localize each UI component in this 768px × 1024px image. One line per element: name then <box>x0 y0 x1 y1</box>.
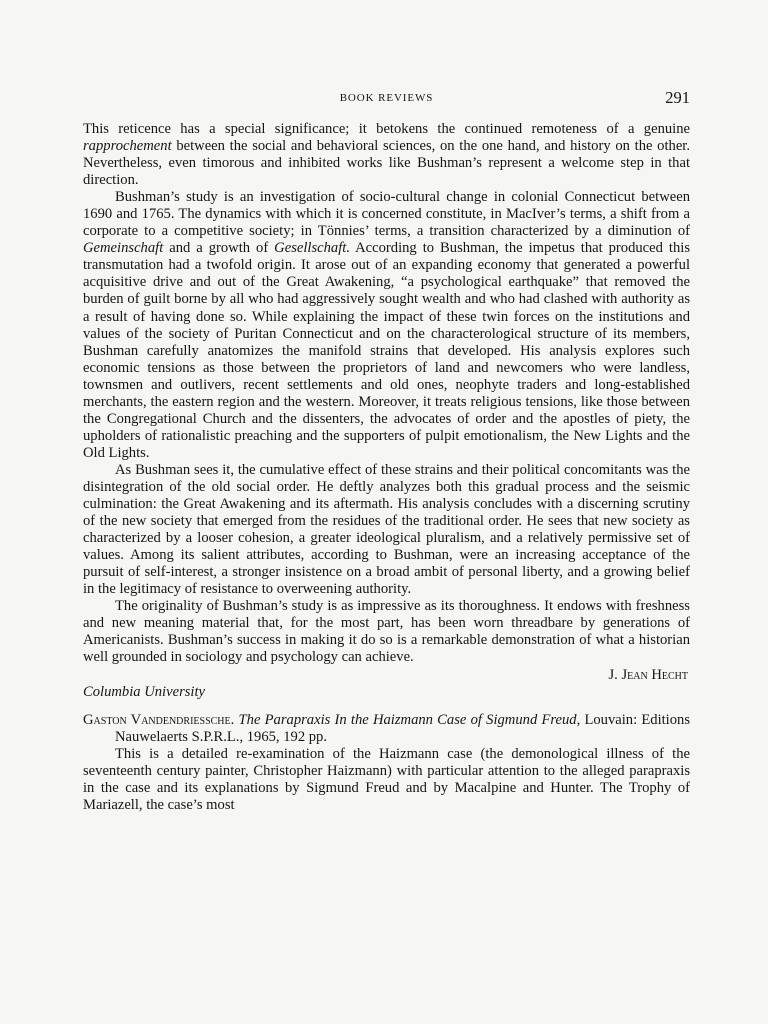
review2-publication: Louvain: Editions Nauwelaerts S.P.R.L., 1965, 192 pp. <box>115 711 691 745</box>
review1-paragraph-1 <box>83 121 690 189</box>
review2-author: Gaston Vandendriessche. <box>83 711 235 728</box>
italic-term: Gesellschaft. <box>274 240 350 257</box>
reviewer-signature-row <box>83 667 690 684</box>
review1-paragraph-4: The originality of Bushman’s study is as impressive as its thoroughness. It endows with freshness and new meaning material that, for the most part, has been worn threadbare by generations of Americanists. Bushman’s success in making it do so is a remarkable demonstration of what a historian well grounded in sociology and psychology can achieve. <box>83 598 690 666</box>
review2-heading <box>83 712 690 746</box>
running-head <box>83 88 690 110</box>
italic-term: Gemeinschaft <box>83 240 164 257</box>
body-text <box>83 121 690 814</box>
review1-paragraph-3: As Bushman sees it, the cumulative effect of these strains and their political concomitants was the disintegration of the old social order. He deftly analyzes both this gradual process and the seismic culmination: the Great Awakening and its aftermath. His analysis concludes with a discerning scrutiny of the new society that emerged from the residues of the traditional order. He sees that new society as characterized by a looser cohesion, a greater ideological pluralism, and a relatively permissive set of values. Among its salient attributes, according to Bushman, were an increasing acceptance of the pursuit of self-interest, a stronger insistence on a broad ambit of personal liberty, and a growing belief in the legitimacy of resistance to overweening authority. <box>83 461 690 598</box>
text-run: This reticence has a special significance; it betokens the continued remoteness of a genuine <box>83 121 690 137</box>
review1-paragraph-2 <box>83 189 690 462</box>
page-number: 291 <box>665 88 690 107</box>
review2-book-title: The Parapraxis In the Haizmann Case of Sigmund Freud, <box>238 711 581 728</box>
reviewer-affiliation: Columbia University <box>83 683 206 700</box>
text-run: Bushman’s study is an investigation of socio-cultural change in colonial Connecticut between 1690 and 1765. The dynamics with which it is concerned constitute, in MacIver’s terms, a shift from a corporate to a competitive society; in Tönnies’ terms, a transition characterized by a diminution of <box>83 189 690 240</box>
text-run: between the social and behavioral sciences, on the one hand, and history on the other. Nevertheless, even timorous and inhibited works like Bushman’s represent a welcome step in that direction. <box>83 138 690 189</box>
running-title: BOOK REVIEWS <box>339 92 434 104</box>
review2-paragraph-1: This is a detailed re-examination of the Haizmann case (the demonological illness of the seventeenth century painter, Christopher Haizmann) with particular attention to the alleged parapraxis in the case and its explanations by Sigmund Freud and by Macalpine and Hunter. The Trophy of Mariazell, the case’s most <box>83 745 690 813</box>
reviewer-name: J. Jean Hecht <box>608 666 688 683</box>
text-run: and a growth of <box>163 240 275 257</box>
italic-term: rapprochement <box>83 138 172 155</box>
text-run: According to Bushman, the impetus that produced this transmutation had a twofold origin. It arose out of an expanding economy that generated a powerful acquisitive drive and out of the Great Awakening, “a psychological earthquake” that removed the burden of guilt borne by all who had aggressively sought wealth and who had clashed with authority as a result of having done so. While explaining the impact of these twin forces on the institutions and values of the society of Puritan Connecticut and on the characterological structure of its members, Bushman carefully anatomizes the manifold strains that developed. His analysis explores such economic tensions as those between the proprietors of land and newcomers who were landless, townsmen and outlivers, recent settlements and old ones, neophyte traders and long-established merchants, the eastern region and the western. Moreover, it treats religious tensions, like those between the Congregational Church and the dissenters, the advocates of order and the apostles of piety, the upholders of rationalistic preaching and the supporters of pulpit emotionalism, the New Lights and the Old Lights. <box>83 240 690 461</box>
